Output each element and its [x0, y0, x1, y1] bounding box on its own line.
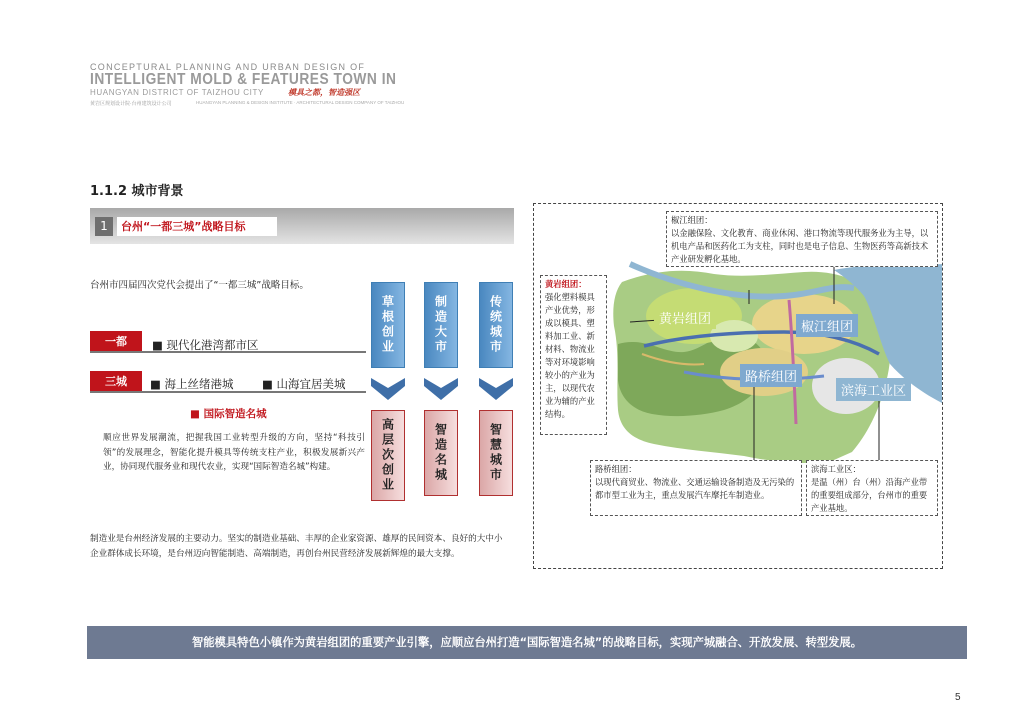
- tag-one-capital: 一都: [90, 331, 142, 353]
- header-org-en: HUANGYAN PLANNING & DESIGN INSTITUTE · ARCHITECTURAL DESIGN COMPANY OF TAIZHOU: [196, 100, 405, 105]
- map-label-binhai: 滨海工业区: [836, 378, 911, 401]
- note-luqiao-title: 路桥组团：: [595, 464, 637, 474]
- note-huangyan: [540, 275, 607, 435]
- note-jiaojiang-text: 以金融保险、文化教育、商业休闲、港口物流等现代服务业为主导，以机电产品和医药化工为支柱，同时也是电子信息、生物医药等高新技术产业研发孵化基地。: [671, 228, 929, 264]
- note-luqiao-text: 以现代商贸业、物流业、交通运输设备制造及无污染的都市型工业为主，重点发展汽车摩托车制造业。: [595, 477, 795, 500]
- strategy-number: 1: [95, 217, 113, 236]
- note-huangyan-text: 强化塑料模具产业优势，形成以模具、塑料加工业、新材料、物流业等对环境影响较小的产业为主，以现代农业为辅的产业结构。: [545, 292, 595, 419]
- note-luqiao: [590, 460, 802, 516]
- paragraph-manufacturing: 制造业是台州经济发展的主要动力。坚实的制造业基础、丰厚的企业家资源、雄厚的民间资本、良好的大中小企业群体成长环境，是台州迈向智能制造、高端制造，再创台州民营经济发展新辉煌的最大支撑。: [90, 534, 503, 559]
- intro-text: 台州市四届四次党代会提出了“一都三城”战略目标。: [90, 280, 309, 291]
- header-line3: HUANGYAN DISTRICT OF TAIZHOU CITY: [90, 88, 264, 97]
- column-top-1: 草根创业: [371, 282, 405, 368]
- note-jiaojiang-title: 椒江组团：: [671, 215, 713, 225]
- note-binhai: [806, 460, 938, 516]
- header-line1: CONCEPTURAL PLANNING AND URBAN DESIGN OF: [90, 62, 366, 72]
- strategy-title: 台州“一都三城”战略目标: [117, 217, 277, 236]
- map-label-huangyan: 黄岩组团: [654, 306, 716, 329]
- tag-three-cities: 三城: [90, 371, 142, 393]
- note-huangyan-title: 黄岩组团：: [545, 279, 587, 289]
- page-number: 5: [955, 692, 961, 703]
- note-jiaojiang: [666, 211, 938, 267]
- column-bottom-3: 智慧城市: [479, 410, 513, 496]
- column-bottom-1: 高层次创业: [371, 410, 405, 501]
- paragraph-intelligent-city: 顺应世界发展潮流，把握我国工业转型升级的方向，坚持“科技引领”的发展理念，智能化提升模具等传统支柱产业，积极发展新兴产业，协同现代服务业和现代农业，实现“国际智造名城”构建。: [103, 433, 365, 472]
- column-top-2: 制造大市: [424, 282, 458, 368]
- bullet-city3: ■ 国际智造名城: [190, 408, 267, 420]
- bullet-city2: ■ 山海宜居美城: [262, 377, 346, 391]
- header-slogan: 模具之都，智造强区: [288, 88, 360, 97]
- note-binhai-text: 是温（州）台（州）沿海产业带的重要组成部分，台州市的重要产业基地。: [811, 477, 928, 513]
- column-top-3: 传统城市: [479, 282, 513, 368]
- map-panel: [533, 203, 943, 569]
- bullet-city1: ■ 海上丝绪港城: [150, 377, 234, 391]
- map-label-jiaojiang: 椒江组团: [796, 314, 858, 337]
- bullet-capital: ■ 现代化港湾都市区: [152, 338, 259, 352]
- chevron-down-icon: [479, 378, 513, 400]
- chevron-down-icon: [371, 378, 405, 400]
- header-logo: [90, 62, 405, 108]
- header-org: 黄岩区规划设计院·台州建筑设计公司: [90, 101, 172, 107]
- note-binhai-title: 滨海工业区：: [811, 464, 861, 474]
- section-title: 1.1.2 城市背景: [90, 184, 184, 199]
- column-bottom-2: 智造名城: [424, 410, 458, 496]
- footer-summary: 智能模具特色小镇作为黄岩组团的重要产业引擎，应顺应台州打造“国际智造名城”的战略目标，实现产城融合、开放发展、转型发展。: [87, 626, 967, 659]
- header-line2: INTELLIGENT MOLD & FEATURES TOWN IN: [90, 71, 397, 88]
- chevron-down-icon: [424, 378, 458, 400]
- strategy-bar: [90, 208, 514, 244]
- map-label-luqiao: 路桥组团: [740, 364, 802, 387]
